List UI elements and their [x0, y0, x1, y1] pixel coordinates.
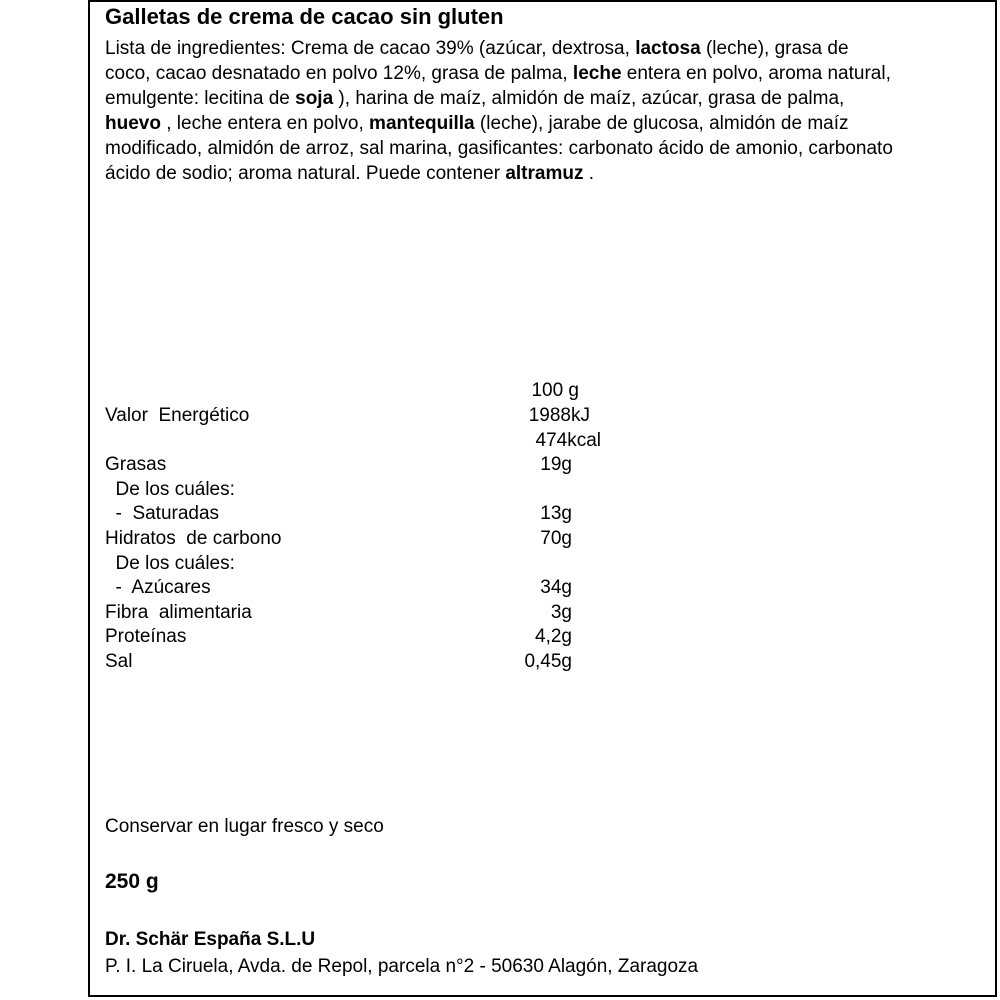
nutrition-row-label: De los cuáles:	[105, 553, 235, 574]
nutrition-row-label: De los cuáles:	[105, 479, 235, 500]
nutrition-row-value: 0,45g	[524, 651, 572, 672]
ingredient-text: .	[583, 163, 595, 184]
nutrition-row-value: 70g	[540, 528, 572, 549]
ingredients-list	[105, 36, 895, 186]
storage-instructions: Conservar en lugar fresco y seco	[105, 816, 384, 837]
nutrition-row-value: 4,2g	[535, 626, 572, 647]
nutrition-row-value: 3g	[550, 602, 572, 623]
ingredient-text: (leche), grasa de coco, cacao desnatado en polvo 12%, grasa de palma,	[105, 38, 849, 84]
nutrition-row-label: Valor Energético	[105, 405, 250, 426]
nutrition-header: 100 g	[531, 380, 579, 401]
allergen-text: leche	[572, 63, 622, 84]
nutrition-row-value: 1988kJ	[528, 405, 590, 426]
allergen-text: mantequilla	[369, 113, 475, 134]
ingredient-text: , leche entera en polvo,	[160, 113, 370, 134]
ingredient-text: ), harina de maíz, almidón de maíz, azúcar, grasa de palma,	[333, 88, 845, 109]
nutrition-row-label: Fibra alimentaria	[105, 602, 252, 623]
nutrition-row-value: 13g	[540, 503, 572, 524]
ingredient-text: Lista de ingredientes: Crema de cacao 39% (azúcar, dextrosa,	[105, 38, 636, 59]
nutrition-row-value: 474kcal	[535, 430, 601, 451]
product-title: Galletas de crema de cacao sin gluten	[105, 4, 504, 29]
net-weight: 250 g	[105, 870, 159, 893]
nutrition-row-value: 19g	[540, 454, 572, 475]
nutrition-row-label: Hidratos de carbono	[105, 528, 282, 549]
allergen-text: altramuz	[505, 163, 584, 184]
nutrition-row-label: - Azúcares	[105, 577, 211, 598]
nutrition-row-label: Grasas	[105, 454, 167, 475]
nutrition-row-label: - Saturadas	[105, 503, 220, 524]
allergen-text: lactosa	[635, 38, 701, 59]
company-name: Dr. Schär España S.L.U	[105, 929, 316, 950]
allergen-text: huevo	[105, 113, 161, 134]
allergen-text: soja	[295, 88, 334, 109]
ingredient-text: (leche), jarabe de glucosa, almidón de maíz modificado, almidón de arroz, sal marina, gasificantes: carbonato ácido de amonio, carbonato ácido de sodio; aroma natural. Puede contener	[105, 113, 893, 184]
nutrition-row-value: 34g	[540, 577, 572, 598]
company-address: P. I. La Ciruela, Avda. de Repol, parcela n°2 - 50630 Alagón, Zaragoza	[105, 956, 699, 977]
ingredient-text: entera en polvo, aroma natural, emulgente: lecitina de	[105, 63, 891, 109]
nutrition-row-label: Proteínas	[105, 626, 187, 647]
nutrition-row-label: Sal	[105, 651, 133, 672]
